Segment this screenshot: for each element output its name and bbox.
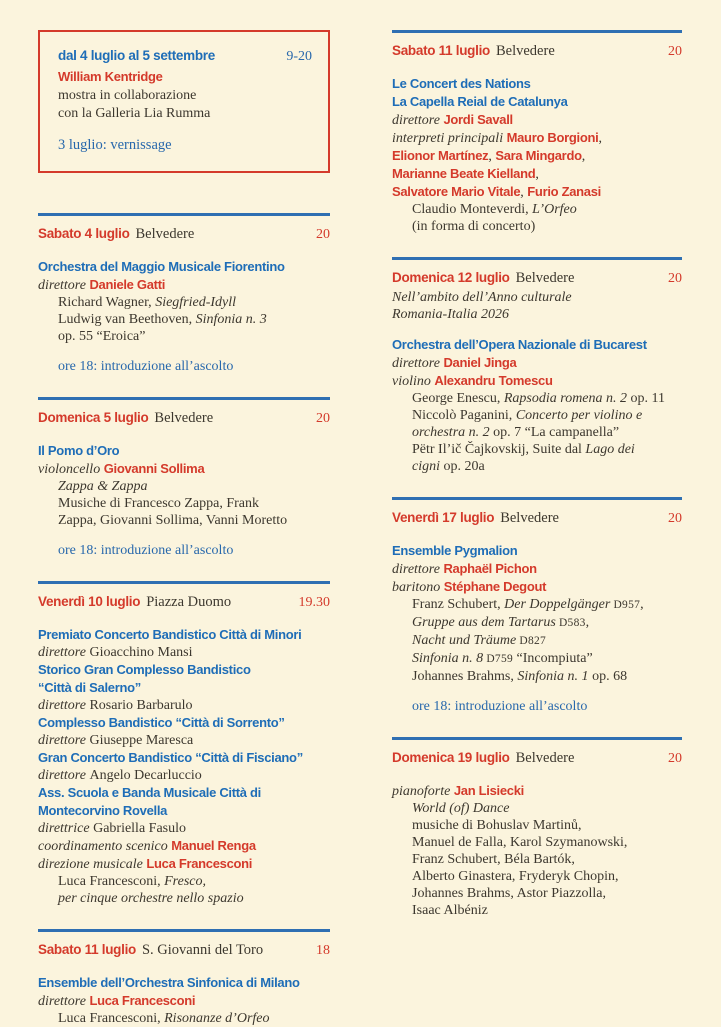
ensemble-name: Gran Concerto Bandistico “Città di Fisciano” <box>38 750 303 765</box>
program-line <box>38 767 330 784</box>
event-venue: Belvedere <box>495 43 555 59</box>
program-line <box>392 885 682 902</box>
event-header <box>392 508 682 529</box>
body-text: Luca Francesconi, <box>58 1011 165 1026</box>
event-header <box>392 41 682 62</box>
role-or-work-title: Concerto per violino e <box>515 408 643 423</box>
body-text: , <box>581 149 586 164</box>
exhibition-artist: William Kentridge <box>58 69 163 84</box>
event-section <box>392 30 682 235</box>
role-or-work-title: Gruppe aus dem Tartarus <box>412 615 556 630</box>
info-note: ore 18: introduzione all’ascolto <box>58 543 234 558</box>
performer-name: Jordi Savall <box>443 112 513 127</box>
program-line <box>38 478 330 495</box>
catalog-number: D827 <box>516 635 547 647</box>
performer-name: Sara Mingardo <box>495 148 582 163</box>
program-line <box>38 890 330 907</box>
body-text: Manuel de Falla, Karol Szymanowski, <box>412 835 628 850</box>
performer-name: Jan Lisiecki <box>453 783 524 798</box>
event-time: 20 <box>316 411 330 426</box>
event-venue: Belvedere <box>500 510 559 526</box>
exhibition-box <box>38 30 330 173</box>
program-line <box>392 75 682 93</box>
body-text: Franz Schubert, <box>412 597 505 612</box>
program-line <box>392 596 682 614</box>
body-text: Gioacchino Mansi <box>89 645 193 660</box>
ensemble-name: Montecorvino Rovella <box>38 803 168 818</box>
section-divider <box>38 397 330 400</box>
performer-name: Marianne Beate Kielland <box>392 166 536 181</box>
event-section <box>392 497 682 715</box>
body-text: Isaac Albéniz <box>412 903 488 918</box>
program-line <box>38 311 330 328</box>
body-text: Pëtr Il’ič Čajkovskij, Suite dal <box>412 442 586 457</box>
program-line <box>392 458 682 475</box>
program-line <box>392 834 682 851</box>
role-or-work-title: direttore <box>38 768 90 783</box>
body-text: , <box>520 185 528 200</box>
ensemble-name: La Capella Reial de Catalunya <box>392 94 568 109</box>
program-line <box>392 390 682 407</box>
program-line <box>38 837 330 855</box>
ensemble-name: Il Pomo d’Oro <box>38 443 120 458</box>
program-line <box>38 442 330 460</box>
program-line <box>38 460 330 478</box>
performer-name: Stéphane Degout <box>443 579 547 594</box>
performer-name: Giovanni Sollima <box>103 461 205 476</box>
program-line <box>392 650 682 668</box>
program-line <box>392 424 682 441</box>
program-line <box>38 992 330 1010</box>
program-line <box>392 218 682 235</box>
role-or-work-title: Zappa & Zappa <box>58 479 148 494</box>
body-text: op. 7 “La campanella” <box>489 425 620 440</box>
info-note: ore 18: introduzione all’ascolto <box>58 359 234 374</box>
performer-name: Luca Francesconi <box>146 856 253 871</box>
body-text: (in forma di concerto) <box>412 219 536 234</box>
body-text: , <box>640 597 644 612</box>
body-text: Giuseppe Maresca <box>89 733 194 748</box>
body-text: , <box>598 131 602 146</box>
ensemble-name: Orchestra dell’Opera Nazionale di Bucarest <box>392 337 647 352</box>
event-time: 20 <box>316 227 330 242</box>
program-line <box>38 512 330 529</box>
right-column <box>392 30 682 919</box>
program-line <box>392 668 682 685</box>
event-section <box>38 929 330 1027</box>
program-line <box>38 873 330 890</box>
ensemble-name: Orchestra del Maggio Musicale Fiorentino <box>38 259 285 274</box>
role-or-work-title: direttore <box>38 698 90 713</box>
body-text: op. 11 <box>627 391 666 406</box>
left-column <box>38 30 330 1027</box>
program-line <box>38 732 330 749</box>
event-section <box>38 581 330 907</box>
body-text: op. 68 <box>588 669 628 684</box>
role-or-work-title: coordinamento scenico <box>38 839 172 854</box>
role-or-work-title: baritono <box>392 580 444 595</box>
body-text: op. 55 “Eroica” <box>58 329 146 344</box>
program-line <box>38 294 330 311</box>
exhibition-header <box>58 46 312 67</box>
body-text: Gabriella Fasulo <box>93 821 186 836</box>
role-or-work-title: L’Orfeo <box>532 202 577 217</box>
body-text: , <box>535 167 539 182</box>
program-line <box>392 902 682 919</box>
program-line <box>38 784 330 802</box>
event-date: Venerdì 10 luglio <box>38 594 141 609</box>
event-date: Domenica 12 luglio <box>392 270 510 285</box>
program-line <box>38 626 330 644</box>
section-divider <box>38 929 330 932</box>
body-text: Zappa, Giovanni Sollima, Vanni Moretto <box>58 513 288 528</box>
program-line <box>392 165 682 183</box>
role-or-work-title: direttore <box>38 994 90 1009</box>
event-time: 19.30 <box>298 595 330 610</box>
event-venue: S. Giovanni del Toro <box>141 942 264 958</box>
program-line <box>392 698 682 715</box>
role-or-work-title: Risonanze d’Orfeo <box>164 1011 270 1026</box>
info-note: ore 18: introduzione all’ascolto <box>412 699 588 714</box>
exhibition-vernissage: 3 luglio: vernissage <box>58 137 172 153</box>
ensemble-name: Le Concert des Nations <box>392 76 531 91</box>
event-header <box>38 592 330 613</box>
role-or-work-title: World (of) Dance <box>412 801 510 816</box>
program-line <box>38 358 330 375</box>
event-venue: Belvedere <box>515 270 575 286</box>
program-line <box>392 354 682 372</box>
program-line <box>392 407 682 424</box>
program-line <box>38 697 330 714</box>
role-or-work-title: Rapsodia romena n. 2 <box>503 391 628 406</box>
program-line <box>392 147 682 165</box>
event-header <box>38 408 330 429</box>
role-or-work-title: Sinfonia n. 1 <box>517 669 589 684</box>
event-date: Venerdì 17 luglio <box>392 510 495 525</box>
role-or-work-title: Lago dei <box>585 442 635 457</box>
role-or-work-title: Romania-Italia 2026 <box>392 307 510 322</box>
program-line <box>392 578 682 596</box>
section-divider <box>392 257 682 260</box>
program-line <box>38 1010 330 1027</box>
program-line <box>392 441 682 458</box>
program-line <box>392 111 682 129</box>
program-line <box>392 306 682 323</box>
role-or-work-title: per cinque orchestre nello spazio <box>58 891 244 906</box>
program-line <box>392 372 682 390</box>
program-line <box>392 201 682 218</box>
ensemble-name: Ensemble Pygmalion <box>392 543 518 558</box>
event-section <box>38 213 330 375</box>
event-header <box>392 748 682 769</box>
performer-name: Salvatore Mario Vitale <box>392 184 521 199</box>
program-line <box>392 868 682 885</box>
event-time: 20 <box>668 511 682 526</box>
body-text: Alberto Ginastera, Fryderyk Chopin, <box>412 869 619 884</box>
role-or-work-title: Nell’ambito dell’Anno culturale <box>392 290 572 305</box>
role-or-work-title: interpreti principali <box>392 131 507 146</box>
role-or-work-title: direttore <box>38 645 90 660</box>
body-text: Johannes Brahms, Astor Piazzolla, <box>412 886 607 901</box>
ensemble-name: Complesso Bandistico “Città di Sorrento” <box>38 715 285 730</box>
program-line <box>392 614 682 632</box>
role-or-work-title: direttore <box>392 562 444 577</box>
program-line <box>38 495 330 512</box>
role-or-work-title: Nacht und Träume <box>412 633 517 648</box>
body-text: “Incompiuta” <box>513 651 593 666</box>
program-line <box>38 542 330 559</box>
role-or-work-title: direttore <box>392 113 444 128</box>
role-or-work-title: direttrice <box>38 821 94 836</box>
performer-name: Luca Francesconi <box>89 993 196 1008</box>
event-date: Sabato 11 luglio <box>392 43 490 58</box>
performer-name: Daniele Gatti <box>89 277 166 292</box>
event-venue: Belvedere <box>154 410 214 426</box>
performer-name: Raphaël Pichon <box>443 561 537 576</box>
body-text: Richard Wagner, <box>58 295 156 310</box>
event-section <box>38 397 330 559</box>
event-time: 20 <box>668 44 682 59</box>
program-line <box>38 276 330 294</box>
section-divider <box>392 497 682 500</box>
body-text: Claudio Monteverdi, <box>412 202 533 217</box>
role-or-work-title: cigni <box>412 459 440 474</box>
section-divider <box>38 581 330 584</box>
program-line <box>38 644 330 661</box>
program-line <box>392 129 682 147</box>
body-text: Luca Francesconi, <box>58 874 165 889</box>
event-header <box>38 224 330 245</box>
event-time: 20 <box>668 271 682 286</box>
body-text: Rosario Barbarulo <box>89 698 193 713</box>
performer-name: Furio Zanasi <box>527 184 601 199</box>
role-or-work-title: Sinfonia n. 3 <box>195 312 267 327</box>
body-text: Franz Schubert, Béla Bartók, <box>412 852 575 867</box>
program-line <box>38 820 330 837</box>
role-or-work-title: violoncello <box>38 462 104 477</box>
section-divider <box>392 30 682 33</box>
ensemble-name: Ass. Scuola e Banda Musicale Città di <box>38 785 261 800</box>
event-date: Domenica 19 luglio <box>392 750 510 765</box>
exhibition-description-line: con la Galleria Lia Rumma <box>58 106 211 121</box>
section-divider <box>392 737 682 740</box>
ensemble-name: Storico Gran Complesso Bandistico <box>38 662 251 677</box>
program-line <box>392 782 682 800</box>
event-header <box>38 940 330 961</box>
event-header <box>392 268 682 289</box>
event-time: 20 <box>668 751 682 766</box>
event-venue: Belvedere <box>135 226 195 242</box>
program-line <box>38 679 330 697</box>
program-line <box>392 336 682 354</box>
program-line <box>38 855 330 873</box>
program-line <box>392 560 682 578</box>
program-line <box>392 632 682 650</box>
role-or-work-title: direttore <box>38 278 90 293</box>
program-line <box>38 258 330 276</box>
event-date: Sabato 11 luglio <box>38 942 136 957</box>
body-text: Johannes Brahms, <box>412 669 518 684</box>
program-line <box>38 749 330 767</box>
body-text: Musiche di Francesco Zappa, Frank <box>58 496 259 511</box>
catalog-number: D957 <box>610 599 641 611</box>
role-or-work-title: pianoforte <box>392 784 454 799</box>
role-or-work-title: Siegfried-Idyll <box>155 295 237 310</box>
program-line <box>392 851 682 868</box>
program-line <box>38 328 330 345</box>
event-section <box>392 737 682 919</box>
exhibition-description-line: mostra in collaborazione <box>58 88 197 103</box>
catalog-number: D583 <box>555 617 586 629</box>
event-venue: Belvedere <box>515 750 575 766</box>
section-divider <box>38 213 330 216</box>
body-text: Niccolò Paganini, <box>412 408 516 423</box>
program-line <box>392 93 682 111</box>
role-or-work-title: violino <box>392 374 435 389</box>
event-section <box>392 257 682 475</box>
program-line <box>392 542 682 560</box>
program-line <box>392 183 682 201</box>
role-or-work-title: Der Doppelgänger <box>504 597 611 612</box>
performer-name: Manuel Renga <box>171 838 256 853</box>
event-time: 18 <box>316 943 330 958</box>
performer-name: Elionor Martínez <box>392 148 489 163</box>
program-line <box>392 289 682 306</box>
role-or-work-title: direzione musicale <box>38 857 147 872</box>
event-venue: Piazza Duomo <box>146 594 232 610</box>
program-line <box>38 661 330 679</box>
performer-name: Mauro Borgioni <box>506 130 599 145</box>
event-date: Domenica 5 luglio <box>38 410 149 425</box>
ensemble-name: Ensemble dell’Orchestra Sinfonica di Milano <box>38 975 300 990</box>
role-or-work-title: direttore <box>38 733 90 748</box>
program-page <box>38 30 690 1027</box>
role-or-work-title: Sinfonia n. 8 <box>412 651 484 666</box>
role-or-work-title: Fresco, <box>164 874 206 889</box>
program-line <box>38 974 330 992</box>
program-line <box>392 800 682 817</box>
exhibition-hours: 9-20 <box>286 49 312 64</box>
program-line <box>38 802 330 820</box>
performer-name: Alexandru Tomescu <box>434 373 553 388</box>
exhibition-dates: dal 4 luglio al 5 settembre <box>58 48 215 63</box>
performer-name: Daniel Jinga <box>443 355 517 370</box>
body-text: op. 20a <box>440 459 485 474</box>
event-date: Sabato 4 luglio <box>38 226 130 241</box>
role-or-work-title: direttore <box>392 356 444 371</box>
body-text: , <box>488 149 496 164</box>
body-text: musiche di Bohuslav Martinů, <box>412 818 582 833</box>
program-line <box>392 817 682 834</box>
body-text: George Enescu, <box>412 391 504 406</box>
body-text: , <box>585 615 590 630</box>
body-text: Angelo Decarluccio <box>89 768 202 783</box>
ensemble-name: “Città di Salerno” <box>38 680 141 695</box>
program-line <box>38 714 330 732</box>
ensemble-name: Premiato Concerto Bandistico Città di Minori <box>38 627 302 642</box>
role-or-work-title: orchestra n. 2 <box>412 425 490 440</box>
catalog-number: D759 <box>483 653 514 665</box>
body-text: Ludwig van Beethoven, <box>58 312 196 327</box>
